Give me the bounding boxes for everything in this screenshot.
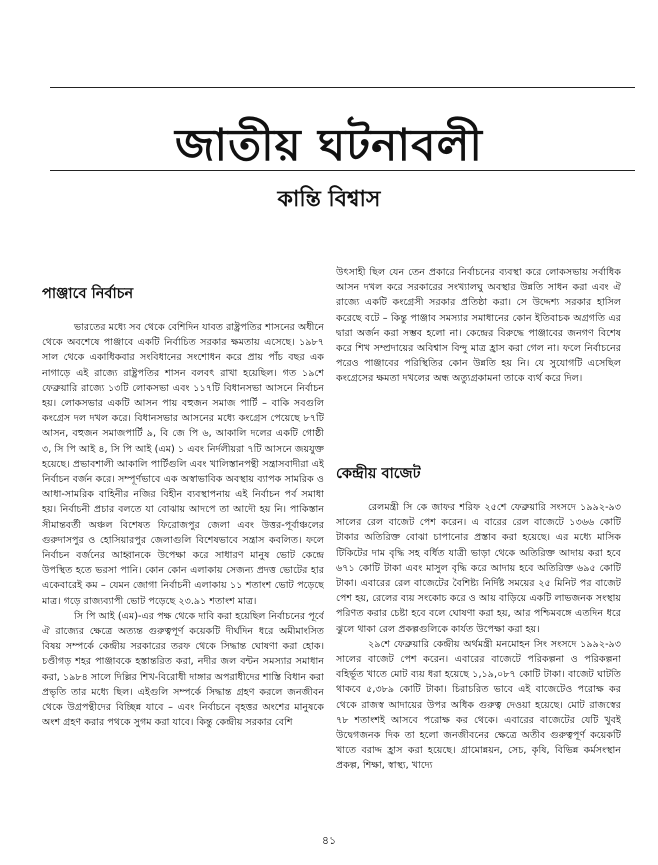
- punjab-paragraph-3: উৎসাহী ছিল যেন তেন প্রকারে নির্বাচনের ব্যবস্থা করে লোকসভায় সর্বাধিক আসন দখল করে সরকারের সংখ্যালঘু অবস্থার উন্নতি সাধন করা এবং ঐ রাজ্যে একটি কংগ্রেসী সরকার প্রতিষ্ঠা করা। সে উদ্দেশ্য সরকার হাসিল করেছে বটে – কিন্তু পাঞ্জাব সমস্যার সমাধানের কোন ইতিবাচক অগ্রগতি এর দ্বারা অর্জন করা সম্ভব হলো না। কেন্দ্রের বিরুদ্ধে পাঞ্জাবের জনগণ বিশেষ করে শিখ সম্প্রদায়ের অবিশ্বাস বিন্দু মাত্র হ্রাস করা গেল না। ফলে নির্বাচনের পরেও পাঞ্জাবের পরিস্থিতির কোন উন্নতি হয় নি। যে সুযোগটি এসেছিল কংগ্রেসের ক্ষমতা দখলের অন্ধ অত্যুগ্রকামনা তাকে ব্যর্থ করে দিল।: [336, 267, 621, 385]
- budget-heading: কেন্দ্রীয় বাজেট: [336, 466, 421, 482]
- top-rule: [50, 87, 635, 88]
- punjab-heading: পাঞ্জাবে নির্বাচন: [42, 286, 134, 302]
- author-name: কান্তি বিশ্বাস: [277, 187, 381, 212]
- left-column: [42, 320, 324, 830]
- budget-paragraph-1: রেলমন্ত্রী সি কে জাফর শরিফ ২৫শে ফেব্রুয়ারি সংসদে ১৯৯২-৯৩ সালের রেল বাজেট পেশ করেন। এ বারের রেল বাজেটে ১৩৬৬ কোটি টাকার অতিরিক্ত বোঝা চাপানোর প্রস্তাব করা হয়েছে। এর মধ্যে মাসিক টিকিটের দাম বৃদ্ধি সহ বর্ধিত যাত্রী ভাড়া থেকে অতিরিক্ত আদায় করা হবে ৬৭১ কোটি টাকা এবং মাসুল বৃদ্ধি করে আদায় হবে অতিরিক্ত ৬৯৫ কোটি টাকা। এবারের রেল বাজেটের বৈশিষ্ট্য নির্দিষ্ট সময়ের ২৫ মিনিট পর বাজেট পেশ হয়, রেলের ব্যয় সংকোচ করে ও আয় বাড়িয়ে একটি লাভজনক সংস্থায় পরিণত করার চেষ্টা হবে বলে ঘোষণা করা হয়, আর পশ্চিমবঙ্গে এতদিন ধরে ঝুলে থাকা রেল প্রকল্পগুলিকে কার্যত উপেক্ষা করা হয়।: [336, 502, 621, 635]
- page-title: জাতীয় ঘটনাবলী: [174, 120, 483, 171]
- page-number: ৪১: [321, 834, 337, 847]
- punjab-paragraph-1: ভারতের মধ্যে সব থেকে বেশিদিন যাবত রাষ্ট্রপতির শাসনের অধীনে থেকে অবশেষে পাঞ্জাবে একটি নির্বাচিত সরকার ক্ষমতায় এসেছে। ১৯৮৭ সাল থেকে একাধিকবার সংবিধানের সংশোধন করে প্রায় পাঁচ বছর এক নাগাড়ে এই রাজ্যে রাষ্ট্রপতির শাসন বলবৎ রাখা হয়েছিল। গত ১৯শে ফেব্রুয়ারি রাজ্যে ১৩টি লোকসভা এবং ১১৭টি বিধানসভা আসনে নির্বাচন হয়। লোকসভার একটি আসন পায় বহুজন সমাজ পার্টি – বাকি সবগুলি কংগ্রেস দল দখল করে। বিধানসভার আসনের মধ্যে কংগ্রেস পেয়েছে ৮৭টি আসন, বহুজন সমাজপার্টি ৯, বি জে পি ৬, আকালি দলের একটি গোষ্ঠী ৩, সি পি আই ৪, সি পি আই (এম) ১ এবং নির্দলীয়রা ৭টি আসনে জয়যুক্ত হয়েছে। প্রভাবশালী আকালি পার্টিগুলি এবং খালিস্তানপন্থী সন্ত্রাসবাদীরা এই নির্বাচন বর্জন করে। সম্পূর্ণভাবে এক অস্বাভাবিক অবস্থায় ব্যাপক সামরিক ও আধা-সামরিক বাহিনীর নজির বিহীন ব্যবস্থাপনায় এই নির্বাচন পর্ব সমাধা হয়। নির্বাচনী প্রচার বলতে যা বোঝায় আদপে তা আদৌ হয় নি। পাকিস্তান সীমান্তবর্তী অঞ্চল বিশেষত ফিরোজপুর জেলা এবং উত্তর-পূর্বাঞ্চলের গুরুদাসপুর ও হোসিয়ারপুর জেলাগুলি বিশেষভাবে সন্ত্রাস কবলিত। ফলে নির্বাচন বর্জনের আহ্বানকে উপেক্ষা করে সাধারণ মানুষ ভোট কেন্দ্রে উপস্থিত হতে ভরসা পানি। কোন কোন এলাকায় সেজন্য প্রদত্ত ভোটের হার একেবারেই কম – যেমন জোগা নির্বাচনী এলাকায় ১১ শতাংশ ভোট পড়েছে মাত্র। গড়ে রাজ্যব্যাপী ভোট পড়েছে ২৩.৯১ শতাংশ মাত্র।: [42, 322, 324, 607]
- punjab-paragraph-2: সি পি আই (এম)-এর পক্ষ থেকে দাবি করা হয়েছিল নির্বাচনের পূর্বে ঐ রাজ্যের ক্ষেত্রে অত্যন্ত গুরুত্বপূর্ণ কয়েকটি দীর্ঘদিন ধরে অমীমাংসিত বিষয় সম্পর্কে কেন্দ্রীয় সরকারের তরফ থেকে সিদ্ধান্ত ঘোষণা করা হোক। চণ্ডীগড় শহর পাঞ্জাবকে হস্তান্তরিত করা, নদীর জল বন্টন সমস্যার সমাধান করা, ১৯৮৪ সালে দিল্লির শিখ-বিরোধী দাঙ্গার অপরাধীদের শাস্তি বিধান করা প্রভৃতি তার মধ্যে ছিল। এইগুলি সম্পর্কে সিদ্ধান্ত গ্রহণ করলে জনজীবন থেকে উগ্রপন্থীদের বিচ্ছিন্ন যাবে – এবং নির্বাচনে বৃহত্তর অংশের মানুষকে অংশ গ্রহণ করার পথকে সুগম করা যাবে। কিন্তু কেন্দ্রীয় সরকার বেশি: [42, 610, 324, 729]
- right-column-top: [336, 265, 621, 465]
- title-rule: [50, 170, 635, 171]
- budget-paragraph-2: ২৯শে ফেব্রুয়ারি কেন্দ্রীয় অর্থমন্ত্রী মনমোহন সিং সংসদে ১৯৯২-৯৩ সালের বাজেট পেশ করেন। এবারের বাজেটে পরিকল্পনা ও পরিকল্পনা বহির্ভূত খাতে মোট ব্যয় ধরা হয়েছে ১,১৯,০৮৭ কোটি টাকা। বাজেট ঘাটতি থাকবে ৫,৩৮৯ কোটি টাকা। চিরাচরিত ভাবে এই বাজেটেও পরোক্ষ কর থেকে রাজস্ব আদায়ের উপর অধিক গুরুত্ব দেওয়া হয়েছে। মোট রাজস্বের ৭৮ শতাংশই আসবে পরোক্ষ কর থেকে। এবারের বাজেটের যেটি খুবই উদ্বেগজনক দিক তা হলো জনজীবনের ক্ষেত্রে অতীব গুরুত্বপূর্ণ কয়েকটি খাতে বরাদ্দ হ্রাস করা হয়েছে। গ্রামোন্নয়ন, সেচ, কৃষি, বিভিন্ন কর্মসংস্থান প্রকল্প, শিক্ষা, স্বাস্থ্য, খাদ্যে: [336, 638, 621, 772]
- right-column-bottom: [336, 500, 621, 830]
